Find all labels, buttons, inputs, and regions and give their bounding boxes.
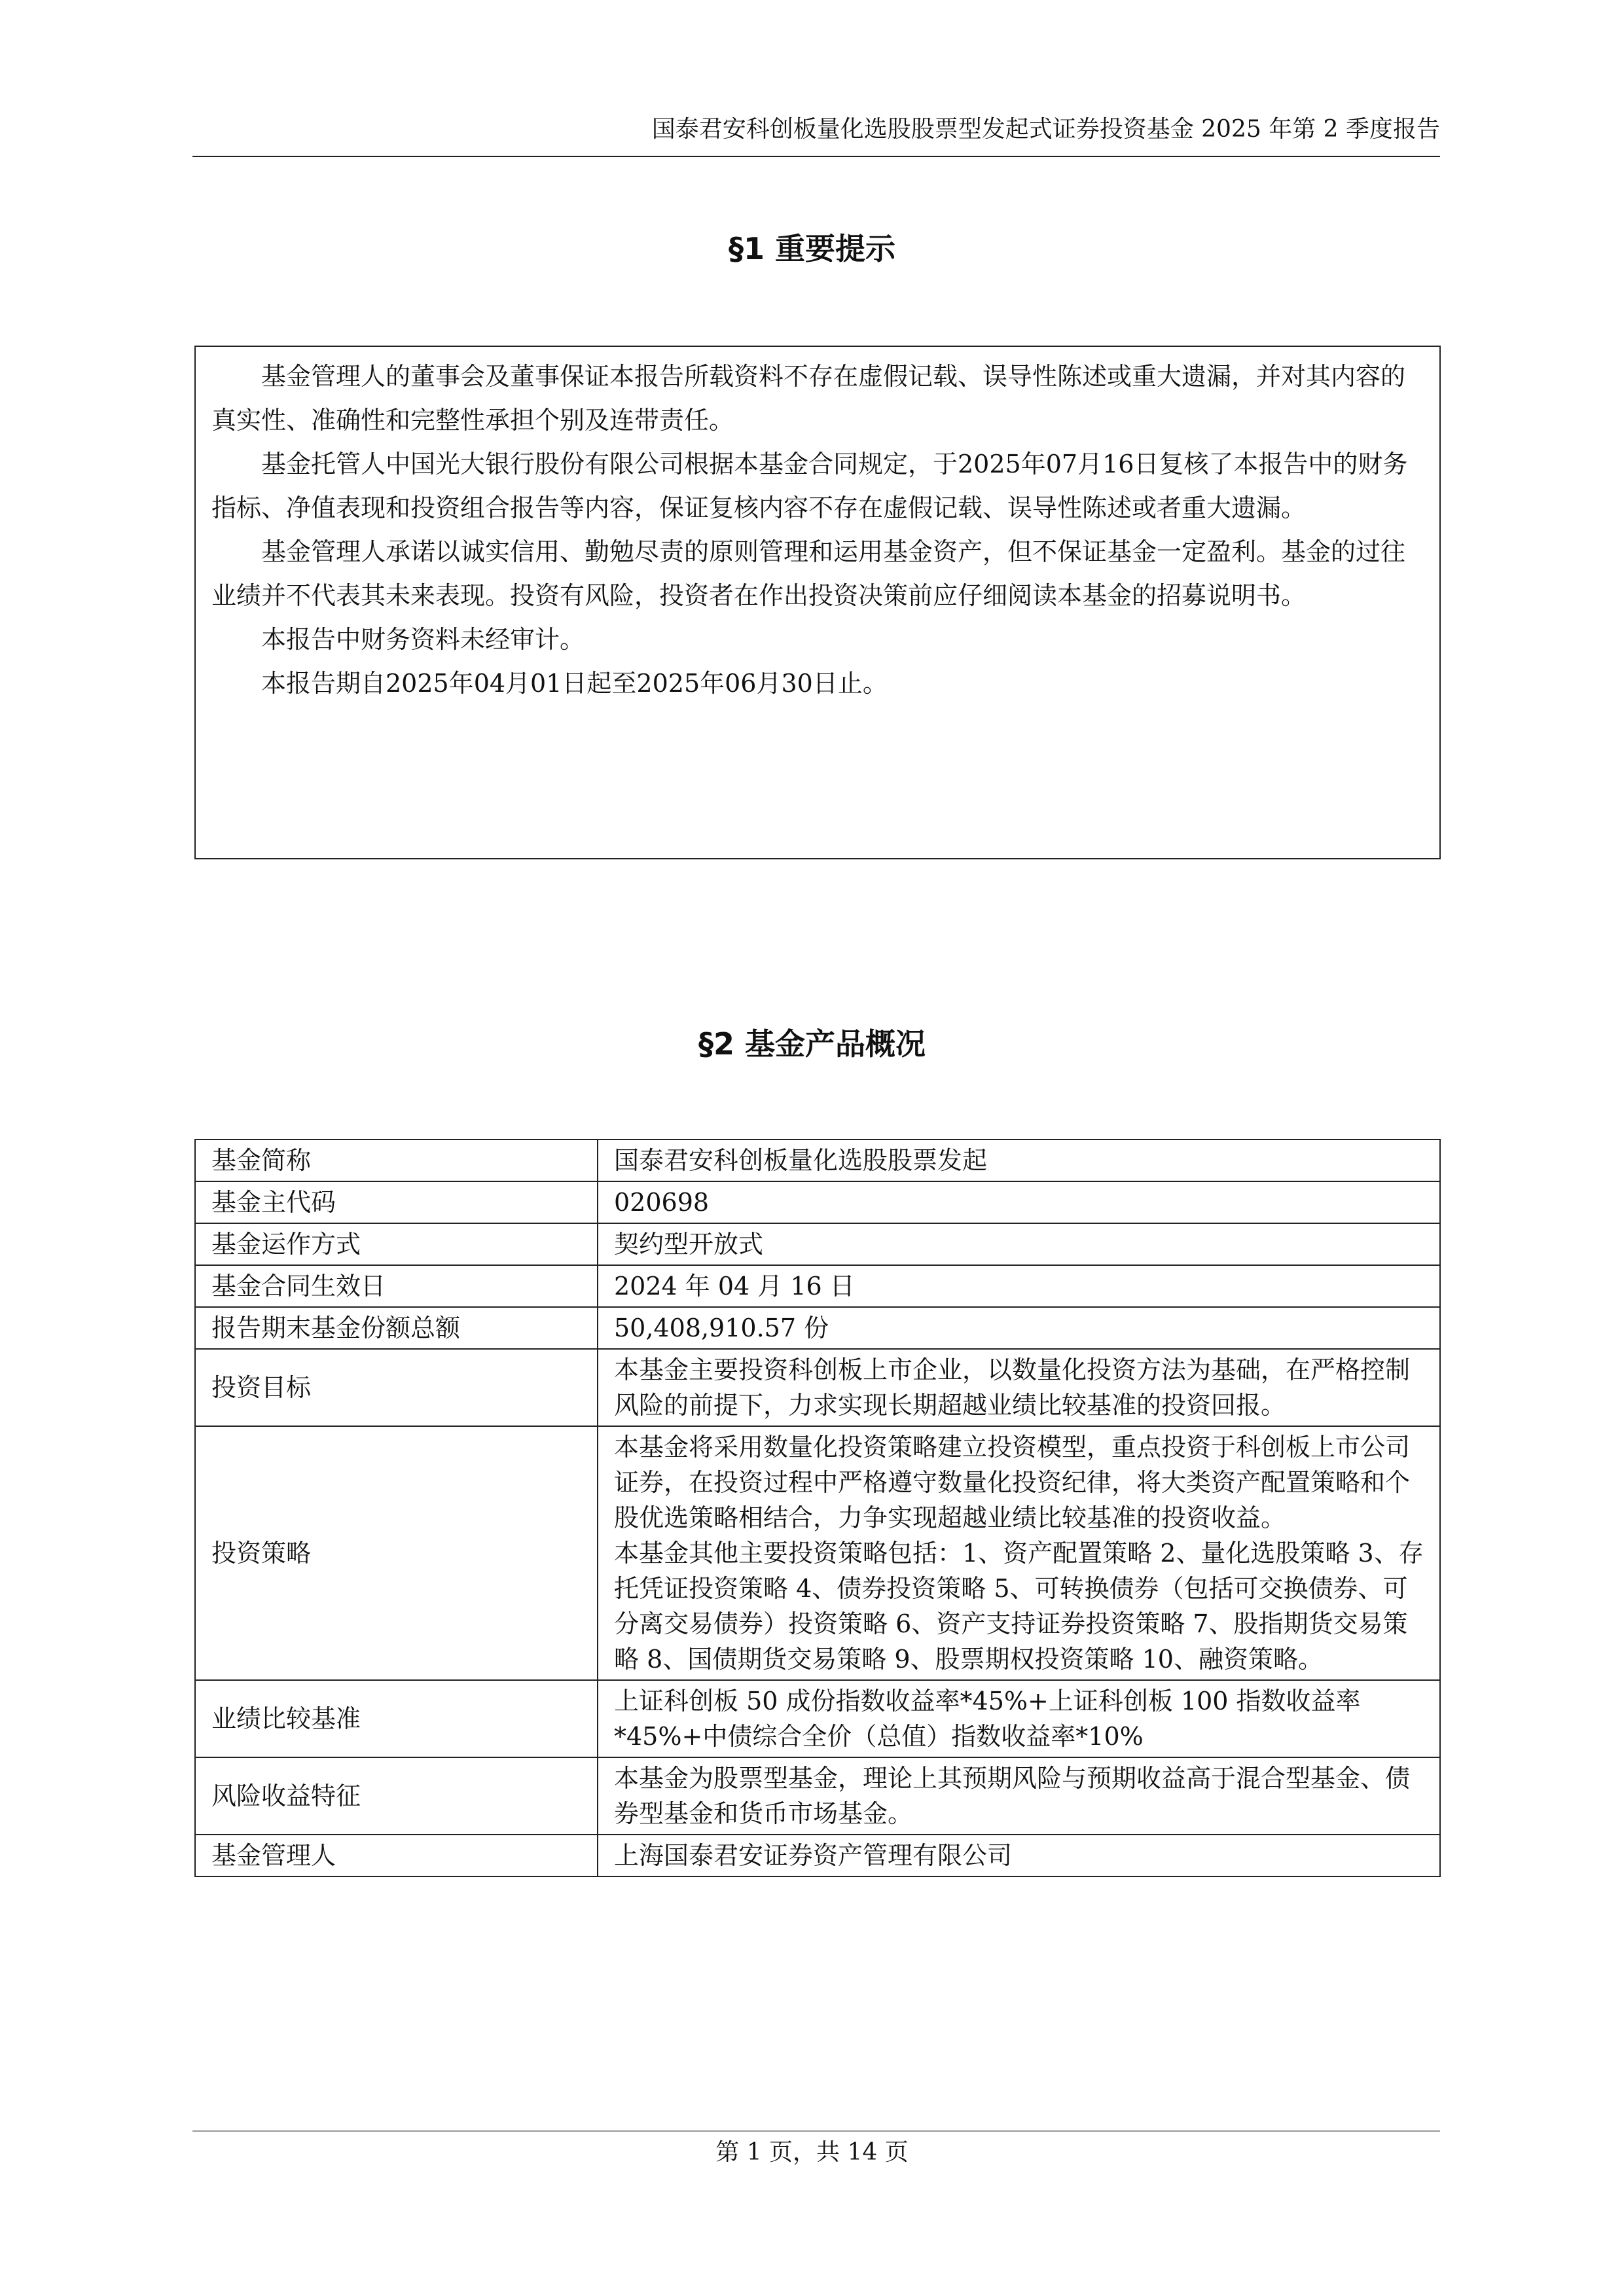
- row-value: 本基金主要投资科创板上市企业，以数量化投资方法为基础，在严格控制风险的前提下，力求实现长期超越业绩比较基准的投资回报。: [598, 1349, 1440, 1426]
- table-row: [195, 1223, 1440, 1265]
- notice-paragraph: 本报告期自2025年04月01日起至2025年06月30日止。: [261, 669, 888, 698]
- row-label: 基金主代码: [195, 1181, 598, 1223]
- section1-title: §1 重要提示: [728, 231, 896, 266]
- strategy-paragraph: 本基金其他主要投资策略包括：1、资产配置策略 2、量化选股策略 3、存托凭证投资策略 4、债券投资策略 5、可转换债券（包括可交换债券、可分离交易债券）投资策略 6、资产支持证券投资策略 7、股指期货交易策略 8、国债期货交易策略 9、股票期权投资策略 10、融资策略。: [614, 1539, 1424, 1674]
- row-value: [598, 1426, 1440, 1680]
- table-row: [195, 1265, 1440, 1307]
- table-row: [195, 1757, 1440, 1835]
- row-label: 业绩比较基准: [195, 1680, 598, 1757]
- table-row: [195, 1181, 1440, 1223]
- row-label: 基金简称: [195, 1139, 598, 1181]
- row-label: 投资目标: [195, 1349, 598, 1426]
- row-value: 上海国泰君安证券资产管理有限公司: [598, 1835, 1440, 1876]
- row-label: 报告期末基金份额总额: [195, 1307, 598, 1349]
- row-value: 020698: [598, 1181, 1440, 1223]
- important-notice-box: [194, 346, 1441, 859]
- row-label: 基金合同生效日: [195, 1265, 598, 1307]
- table-row: [195, 1349, 1440, 1426]
- table-row: [195, 1835, 1440, 1876]
- notice-paragraph: 本报告中财务资料未经审计。: [261, 625, 585, 654]
- strategy-paragraph: 本基金将采用数量化投资策略建立投资模型，重点投资于科创板上市公司证券，在投资过程中严格遵守数量化投资纪律，将大类资产配置策略和个股优选策略相结合，力争实现超越业绩比较基准的投资收益。: [614, 1433, 1411, 1532]
- row-label: 基金管理人: [195, 1835, 598, 1876]
- table-row: [195, 1307, 1440, 1349]
- row-value: 2024 年 04 月 16 日: [598, 1265, 1440, 1307]
- notice-paragraph: 基金管理人承诺以诚实信用、勤勉尽责的原则管理和运用基金资产，但不保证基金一定盈利。基金的过往业绩并不代表其未来表现。投资有风险，投资者在作出投资决策前应仔细阅读本基金的招募说明书。: [211, 537, 1406, 610]
- notice-paragraph: 基金托管人中国光大银行股份有限公司根据本基金合同规定，于2025年07月16日复核了本报告中的财务指标、净值表现和投资组合报告等内容，保证复核内容不存在虚假记载、误导性陈述或者重大遗漏。: [211, 450, 1408, 522]
- row-label: 投资策略: [195, 1426, 598, 1680]
- table-row: [195, 1680, 1440, 1757]
- row-value: 上证科创板 50 成份指数收益率*45%+上证科创板 100 指数收益率*45%+中债综合全价（总值）指数收益率*10%: [598, 1680, 1440, 1757]
- row-label: 风险收益特征: [195, 1757, 598, 1835]
- page-header: 国泰君安科创板量化选股股票型发起式证券投资基金 2025 年第 2 季度报告: [192, 115, 1440, 157]
- table-row: [195, 1139, 1440, 1181]
- page-number: 第 1 页，共 14 页: [715, 2139, 909, 2166]
- fund-overview-table: [194, 1139, 1441, 1877]
- section2-title: §2 基金产品概况: [698, 1026, 926, 1062]
- table-row: [195, 1426, 1440, 1680]
- notice-paragraph: 基金管理人的董事会及董事保证本报告所载资料不存在虚假记载、误导性陈述或重大遗漏，并对其内容的真实性、准确性和完整性承担个别及连带责任。: [211, 362, 1406, 435]
- row-value: 国泰君安科创板量化选股股票发起: [598, 1139, 1440, 1181]
- row-value: 契约型开放式: [598, 1223, 1440, 1265]
- row-value: 本基金为股票型基金，理论上其预期风险与预期收益高于混合型基金、债券型基金和货币市场基金。: [598, 1757, 1440, 1835]
- row-value: 50,408,910.57 份: [598, 1307, 1440, 1349]
- footer-divider: [192, 2130, 1440, 2132]
- row-label: 基金运作方式: [195, 1223, 598, 1265]
